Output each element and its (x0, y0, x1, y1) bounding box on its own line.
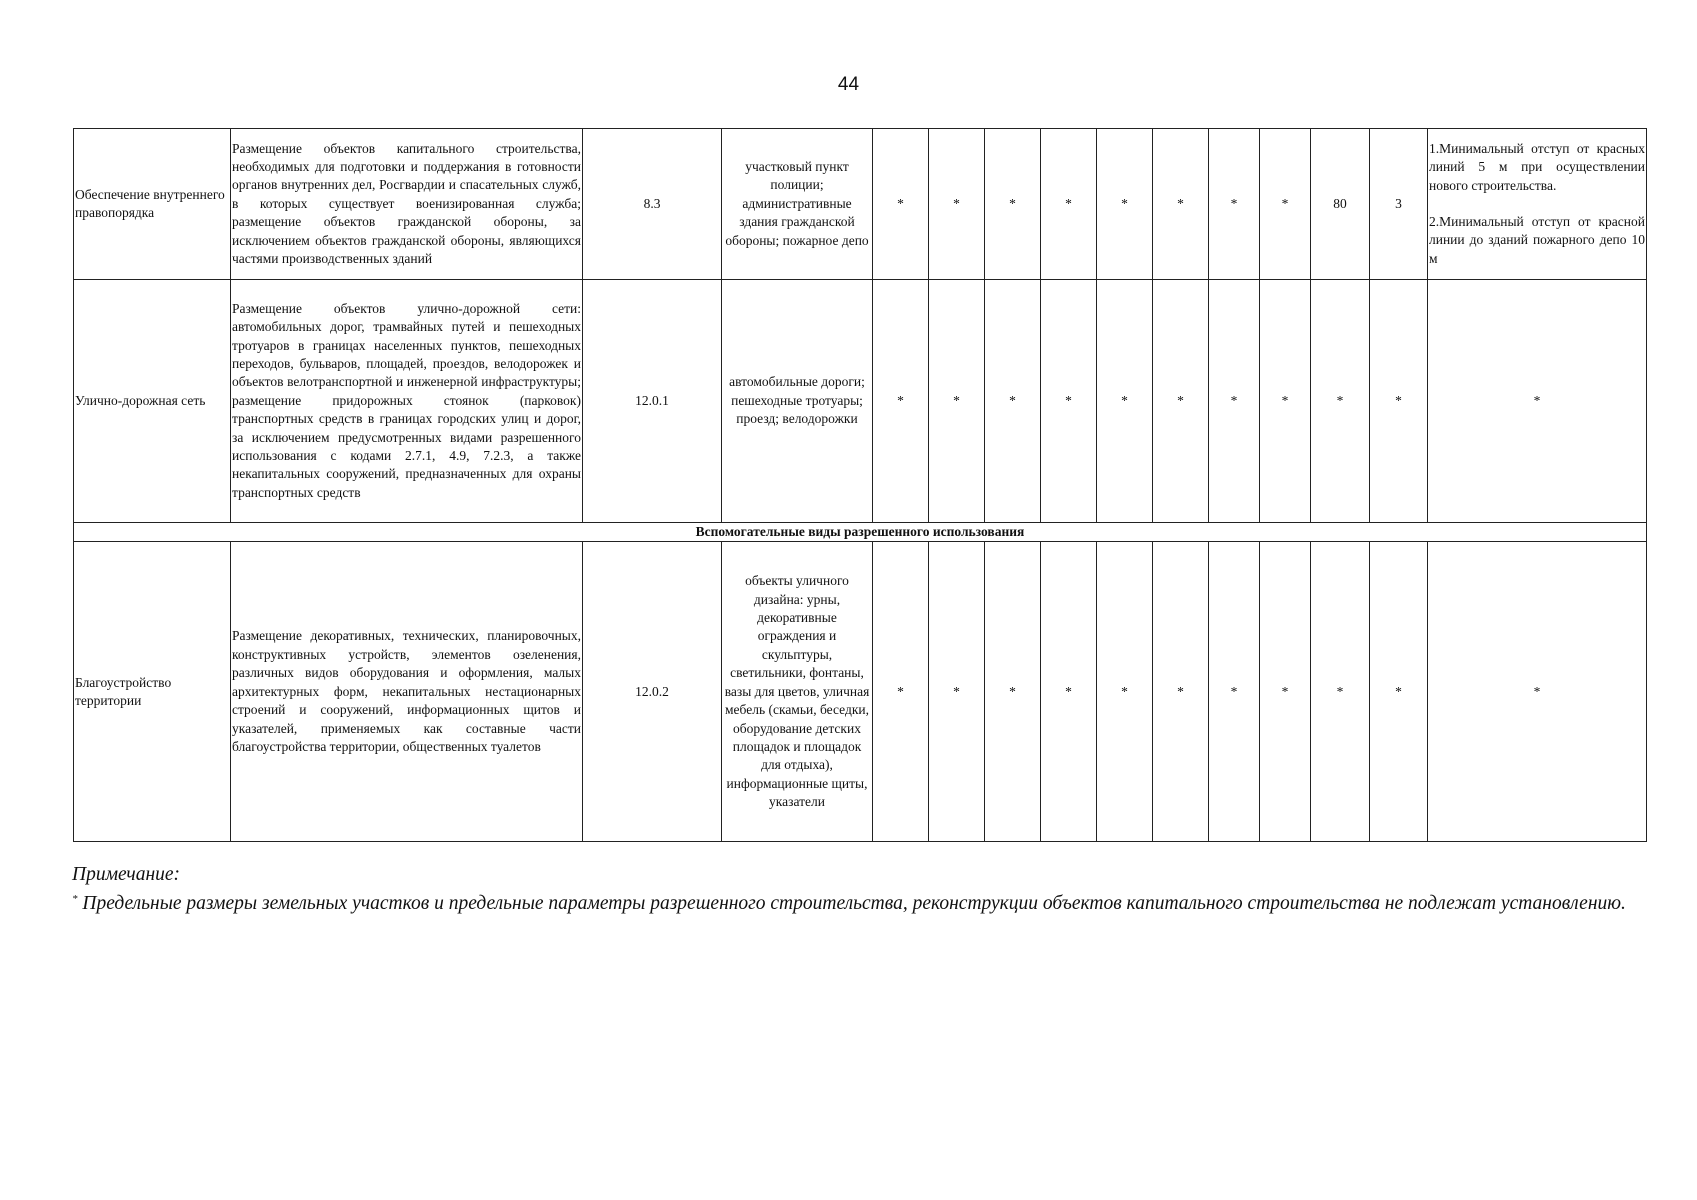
row-note (1428, 129, 1647, 280)
row-name: Благоустройство территории (74, 542, 231, 842)
table-row (74, 280, 1647, 523)
row-objects: автомобильные дороги; пешеходные тротуары; проезд; велодорожки (722, 280, 873, 523)
row-name: Обеспечение внутреннего правопорядка (74, 129, 231, 280)
footnote-text: Предельные размеры земельных участков и предельные параметры разрешенного строительства, реконструкции объектов капитального строительства не подлежат установлению. (77, 893, 1626, 914)
param-cell: * (929, 542, 985, 842)
row-note: * (1428, 280, 1647, 523)
param-cell: * (1153, 542, 1209, 842)
note-item: 2.Минимальный отступ от красной линии до зданий пожарного депо 10 м (1429, 214, 1645, 266)
param-cell: * (1311, 542, 1370, 842)
row-objects: участковый пункт полиции; административные здания гражданской обороны; пожарное депо (722, 129, 873, 280)
table-row (74, 542, 1647, 842)
param-cell: * (929, 129, 985, 280)
row-description: Размещение объектов улично-дорожной сети: автомобильных дорог, трамвайных путей и пешеходных тротуаров в границах населенных пунктов, пешеходных переходов, бульваров, площадей, проездов, велодорожек и объектов велотранспортной и инженерной инфраструктуры; размещение придорожных стоянок (парковок) транспортных средств в границах городских улиц и дорог, за исключением предусмотренных видами разрешенного использования с кодами 2.7.1, 4.9, 7.2.3, а также некапитальных сооружений, предназначенных для охраны транспортных средств (231, 280, 583, 523)
page-number: 44 (837, 74, 860, 95)
param-cell: * (1260, 542, 1311, 842)
param-cell: 80 (1311, 129, 1370, 280)
param-cell: * (1370, 280, 1428, 523)
row-name: Улично-дорожная сеть (74, 280, 231, 523)
param-cell: * (1153, 280, 1209, 523)
row-code: 12.0.1 (583, 280, 722, 523)
param-cell: * (1260, 129, 1311, 280)
table-row (74, 129, 1647, 280)
note-item: 1.Минимальный отступ от красных линий 5 м при осуществлении нового строительства. (1429, 140, 1645, 193)
param-cell: * (929, 280, 985, 523)
param-cell: * (1311, 280, 1370, 523)
row-description: Размещение декоративных, технических, планировочных, конструктивных устройств, элементов озеленения, различных видов оборудования и оформления, малых архитектурных форм, некапитальных нестационарных строений и сооружений, информационных щитов и указателей, применяемых как составные части благоустройства территории, общественных туалетов (231, 542, 583, 842)
row-code: 12.0.2 (583, 542, 722, 842)
row-note: * (1428, 542, 1647, 842)
param-cell: * (985, 542, 1041, 842)
param-cell: * (1041, 542, 1097, 842)
row-description: Размещение объектов капитального строительства, необходимых для подготовки и поддержания в готовности органов внутренних дел, Росгвардии и спасательных служб, в которых существует военизированная служба; размещение объектов гражданской обороны, за исключением объектов гражданской обороны, являющихся частями производственных зданий (231, 129, 583, 280)
param-cell: * (873, 129, 929, 280)
param-cell: * (1153, 129, 1209, 280)
param-cell: * (873, 280, 929, 523)
param-cell: * (873, 542, 929, 842)
param-cell: * (985, 280, 1041, 523)
param-cell: * (985, 129, 1041, 280)
param-cell: * (1260, 280, 1311, 523)
footnote-marker: * (72, 893, 78, 905)
land-use-table (73, 128, 1647, 842)
param-cell: * (1097, 129, 1153, 280)
section-header-row (74, 523, 1647, 542)
param-cell: * (1370, 542, 1428, 842)
param-cell: * (1209, 542, 1260, 842)
param-cell: * (1097, 542, 1153, 842)
footnote (72, 862, 1632, 916)
param-cell: * (1041, 280, 1097, 523)
row-objects: объекты уличного дизайна: урны, декоративные ограждения и скульптуры, светильники, фонтаны, вазы для цветов, уличная мебель (скамьи, беседки, оборудование детских площадок и площадок для отдыха), информационные щиты, указатели (722, 542, 873, 842)
param-cell: * (1097, 280, 1153, 523)
param-cell: 3 (1370, 129, 1428, 280)
footnote-heading: Примечание: (72, 864, 181, 885)
section-header: Вспомогательные виды разрешенного использования (74, 523, 1647, 542)
footnote-body (72, 887, 1632, 916)
param-cell: * (1209, 129, 1260, 280)
row-code: 8.3 (583, 129, 722, 280)
param-cell: * (1041, 129, 1097, 280)
param-cell: * (1209, 280, 1260, 523)
